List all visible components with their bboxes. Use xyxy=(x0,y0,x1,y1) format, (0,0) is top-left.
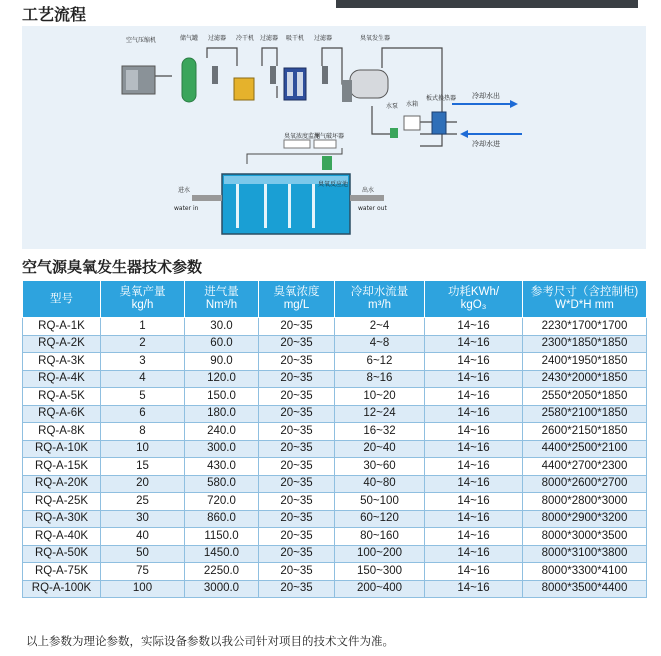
ozone-generator-label: 臭氧发生器 xyxy=(360,35,391,42)
table-cell: 20~35 xyxy=(259,318,335,336)
table-cell: 20~35 xyxy=(259,405,335,423)
table-row xyxy=(23,388,647,406)
table-cell: 200~400 xyxy=(335,580,425,598)
table-cell: 20~35 xyxy=(259,440,335,458)
table-row xyxy=(23,335,647,353)
table-cell: 14~16 xyxy=(425,580,523,598)
table-row xyxy=(23,563,647,581)
table-cell: 720.0 xyxy=(185,493,259,511)
table-cell: 1 xyxy=(101,318,185,336)
table-cell: RQ-A-100K xyxy=(23,580,101,598)
table-cell: 14~16 xyxy=(425,493,523,511)
column-header xyxy=(23,281,101,318)
water-in-en-label: water in xyxy=(174,205,199,212)
table-cell: 150.0 xyxy=(185,388,259,406)
table-cell: 10 xyxy=(101,440,185,458)
column-header-unit: mg/L xyxy=(283,299,310,311)
table-cell: 2600*2150*1850 xyxy=(523,423,647,441)
table-cell: 20~35 xyxy=(259,458,335,476)
column-header xyxy=(523,281,647,318)
dryer-label: 冷干机 xyxy=(236,35,255,42)
water-in-label: 进水 xyxy=(178,187,191,194)
table-cell: 14~16 xyxy=(425,388,523,406)
table-body xyxy=(23,318,647,598)
table-cell: 2 xyxy=(101,335,185,353)
table-cell: 8 xyxy=(101,423,185,441)
tail-gas-label: 尾气破坏器 xyxy=(314,133,345,140)
ozone-generator-icon xyxy=(350,70,388,98)
tech-params-table xyxy=(22,280,647,598)
table-cell: 60.0 xyxy=(185,335,259,353)
table-cell: 8000*3100*3800 xyxy=(523,545,647,563)
column-header-unit: W*D*H mm xyxy=(555,299,614,311)
tech-params-title: 空气源臭氧发生器技术参数 xyxy=(22,258,203,276)
table-cell: 430.0 xyxy=(185,458,259,476)
table-cell: 8000*2900*3200 xyxy=(523,510,647,528)
column-header xyxy=(259,281,335,318)
dryer-icon xyxy=(234,78,254,100)
table-cell: 8000*3300*4100 xyxy=(523,563,647,581)
table-cell: 1450.0 xyxy=(185,545,259,563)
table-cell: RQ-A-20K xyxy=(23,475,101,493)
table-cell: 180.0 xyxy=(185,405,259,423)
table-cell: RQ-A-8K xyxy=(23,423,101,441)
filter-2-icon xyxy=(270,66,276,84)
table-cell: 3 xyxy=(101,353,185,371)
table-cell: RQ-A-2K xyxy=(23,335,101,353)
table-cell: 10~20 xyxy=(335,388,425,406)
table-cell: 8000*2800*3000 xyxy=(523,493,647,511)
table-cell: 14~16 xyxy=(425,528,523,546)
table-cell: 20~35 xyxy=(259,510,335,528)
table-cell: 2580*2100*1850 xyxy=(523,405,647,423)
table-cell: 20~35 xyxy=(259,335,335,353)
table-cell: 14~16 xyxy=(425,475,523,493)
table-cell: 20~35 xyxy=(259,353,335,371)
table-cell: RQ-A-40K xyxy=(23,528,101,546)
ozone-monitor-label: 臭氧浓度监测 xyxy=(284,133,321,140)
table-row xyxy=(23,353,647,371)
cooling-water-out-label: 冷却水出 xyxy=(472,92,500,100)
table-cell: 20~35 xyxy=(259,370,335,388)
table-cell: 12~24 xyxy=(335,405,425,423)
table-row xyxy=(23,510,647,528)
table-cell: RQ-A-6K xyxy=(23,405,101,423)
water-tank-icon xyxy=(404,116,420,130)
water-out-label: 出水 xyxy=(362,187,375,194)
table-row xyxy=(23,475,647,493)
adsorption-dryer-label: 吸干机 xyxy=(286,35,305,42)
table-cell: 8000*2600*2700 xyxy=(523,475,647,493)
column-header-unit: m³/h xyxy=(368,299,391,311)
gas-tank-icon xyxy=(182,58,196,102)
table-cell: RQ-A-5K xyxy=(23,388,101,406)
table-cell: 2250.0 xyxy=(185,563,259,581)
process-flow-title: 工艺流程 xyxy=(22,5,87,24)
table-cell: 16~32 xyxy=(335,423,425,441)
table-cell: 14~16 xyxy=(425,510,523,528)
table-row xyxy=(23,545,647,563)
table-cell: 50 xyxy=(101,545,185,563)
column-header-label: 冷却水流量 xyxy=(350,286,409,298)
table-cell: 300.0 xyxy=(185,440,259,458)
table-cell: RQ-A-50K xyxy=(23,545,101,563)
table-cell: 100 xyxy=(101,580,185,598)
table-cell: 8000*3000*3500 xyxy=(523,528,647,546)
filter-2-label: 过滤器 xyxy=(260,35,279,42)
table-cell: 14~16 xyxy=(425,335,523,353)
table-cell: 14~16 xyxy=(425,353,523,371)
table-cell: 1150.0 xyxy=(185,528,259,546)
table-row xyxy=(23,493,647,511)
table-cell: RQ-A-30K xyxy=(23,510,101,528)
table-cell: RQ-A-3K xyxy=(23,353,101,371)
table-cell: 14~16 xyxy=(425,423,523,441)
column-header-unit: Nm³/h xyxy=(205,299,238,311)
table-cell: 40~80 xyxy=(335,475,425,493)
footer-note: 以上参数为理论参数，实际设备参数以我公司针对项目的技术文件为准。 xyxy=(26,634,394,648)
column-header-label: 臭氧产量 xyxy=(119,286,166,298)
table-cell: 120.0 xyxy=(185,370,259,388)
filter-1-label: 过滤器 xyxy=(208,35,227,42)
table-cell: 90.0 xyxy=(185,353,259,371)
table-cell: 20~35 xyxy=(259,545,335,563)
column-header-label: 功耗KWh/ xyxy=(447,286,500,298)
filter-3-label: 过滤器 xyxy=(314,35,333,42)
table-row xyxy=(23,458,647,476)
table-row xyxy=(23,440,647,458)
filter-1-icon xyxy=(212,66,218,84)
table-cell: 20 xyxy=(101,475,185,493)
water-pump-icon xyxy=(390,128,398,138)
table-cell: 4 xyxy=(101,370,185,388)
gas-tank-label: 储气罐 xyxy=(180,35,199,42)
table-cell: 2~4 xyxy=(335,318,425,336)
table-cell: 30.0 xyxy=(185,318,259,336)
column-header-unit: kgO₃ xyxy=(460,299,487,311)
table-cell: 20~35 xyxy=(259,493,335,511)
column-header xyxy=(185,281,259,318)
table-cell: 860.0 xyxy=(185,510,259,528)
column-header-label: 型号 xyxy=(50,292,73,305)
table-cell: 3000.0 xyxy=(185,580,259,598)
table-cell: 20~35 xyxy=(259,563,335,581)
table-cell: 20~40 xyxy=(335,440,425,458)
table-cell: 80~160 xyxy=(335,528,425,546)
water-pump-label: 水泵 xyxy=(386,103,399,110)
reaction-tank-label: 臭氧反应池 xyxy=(318,181,349,188)
table-cell: 75 xyxy=(101,563,185,581)
table-header-row xyxy=(23,281,647,318)
table-cell: 14~16 xyxy=(425,545,523,563)
table-cell: 30~60 xyxy=(335,458,425,476)
table-row xyxy=(23,318,647,336)
table-cell: 2400*1950*1850 xyxy=(523,353,647,371)
table-cell: 150~300 xyxy=(335,563,425,581)
process-flow-svg xyxy=(22,26,646,249)
filter-3-icon xyxy=(322,66,328,84)
table-cell: 14~16 xyxy=(425,563,523,581)
table-cell: 2230*1700*1700 xyxy=(523,318,647,336)
table-cell: 30 xyxy=(101,510,185,528)
column-header xyxy=(335,281,425,318)
table-cell: RQ-A-10K xyxy=(23,440,101,458)
column-header xyxy=(101,281,185,318)
cooling-water-in-label: 冷却水进 xyxy=(472,140,500,148)
water-tank-label: 水箱 xyxy=(406,101,419,108)
table-row xyxy=(23,405,647,423)
table-cell: 6 xyxy=(101,405,185,423)
table-cell: 40 xyxy=(101,528,185,546)
table-cell: 60~120 xyxy=(335,510,425,528)
plate-exchanger-icon xyxy=(432,112,446,134)
table-cell: 2430*2000*1850 xyxy=(523,370,647,388)
table-cell: RQ-A-4K xyxy=(23,370,101,388)
table-cell: 240.0 xyxy=(185,423,259,441)
table-cell: 5 xyxy=(101,388,185,406)
table-row xyxy=(23,580,647,598)
table-cell: 580.0 xyxy=(185,475,259,493)
table-cell: 8~16 xyxy=(335,370,425,388)
air-compressor-label: 空气压缩机 xyxy=(126,37,157,44)
table-row xyxy=(23,370,647,388)
table-cell: RQ-A-25K xyxy=(23,493,101,511)
table-cell: 15 xyxy=(101,458,185,476)
table-cell: 4400*2500*2100 xyxy=(523,440,647,458)
table-cell: RQ-A-1K xyxy=(23,318,101,336)
table-cell: 2300*1850*1850 xyxy=(523,335,647,353)
column-header-label: 参考尺寸（含控制柜) xyxy=(530,286,639,298)
column-header-unit: kg/h xyxy=(131,299,154,311)
table-cell: 4~8 xyxy=(335,335,425,353)
table-cell: 14~16 xyxy=(425,370,523,388)
table-cell: 100~200 xyxy=(335,545,425,563)
column-header-label: 进气量 xyxy=(204,286,239,298)
table-cell: 20~35 xyxy=(259,475,335,493)
table-cell: 50~100 xyxy=(335,493,425,511)
table-row xyxy=(23,423,647,441)
table-cell: 14~16 xyxy=(425,440,523,458)
table-cell: 2550*2050*1850 xyxy=(523,388,647,406)
column-header-label: 臭氧浓度 xyxy=(273,286,320,298)
table-cell: RQ-A-15K xyxy=(23,458,101,476)
table-cell: 14~16 xyxy=(425,405,523,423)
table-cell: 20~35 xyxy=(259,423,335,441)
table-cell: 8000*3500*4400 xyxy=(523,580,647,598)
table-row xyxy=(23,528,647,546)
table-cell: 25 xyxy=(101,493,185,511)
column-header xyxy=(425,281,523,318)
water-out-en-label: water out xyxy=(358,205,387,212)
table-cell: 14~16 xyxy=(425,458,523,476)
process-flow-diagram xyxy=(22,26,646,249)
table-cell: RQ-A-75K xyxy=(23,563,101,581)
table-cell: 6~12 xyxy=(335,353,425,371)
plate-exchanger-label: 板式换热器 xyxy=(426,95,457,102)
table-cell: 4400*2700*2300 xyxy=(523,458,647,476)
product-photo-strip xyxy=(336,0,638,8)
table-cell: 20~35 xyxy=(259,528,335,546)
table-cell: 20~35 xyxy=(259,388,335,406)
table-cell: 20~35 xyxy=(259,580,335,598)
table-cell: 14~16 xyxy=(425,318,523,336)
